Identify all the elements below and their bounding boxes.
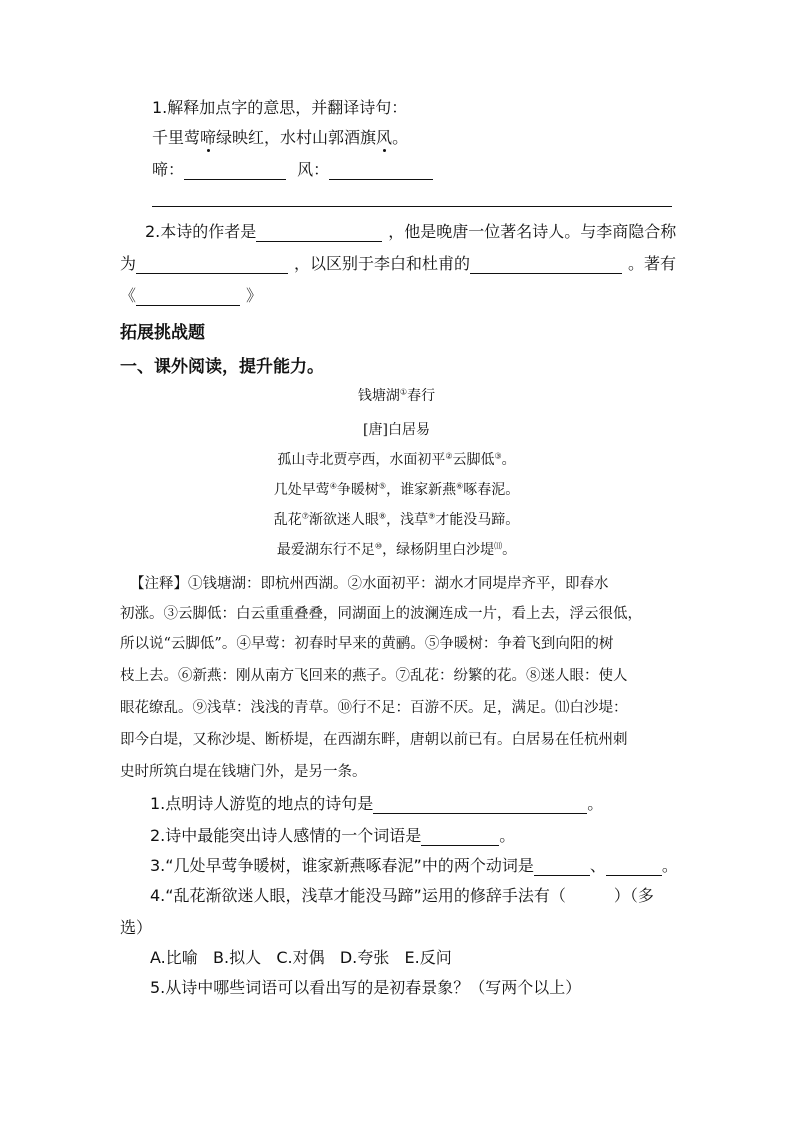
- note-ref: ⑩: [374, 541, 383, 551]
- notes-line-5: 眼花缭乱。⑨浅草：浅浅的青草。⑩行不足：百游不厌。足，满足。⑾白沙堤：: [120, 700, 628, 716]
- section-subtitle: 一、课外阅读，提升能力。: [120, 357, 324, 377]
- poem-text: 争暖树: [336, 482, 379, 498]
- poem-text: ，谁家新燕: [386, 482, 457, 498]
- q2-text-2: ，他是晚唐一位著名诗人。与李商隐合称: [388, 222, 677, 241]
- notes-line-1: 【注释】①钱塘湖：即杭州西湖。②水面初平：湖水才同堤岸齐平，即春水: [130, 576, 609, 592]
- note-ref: ⑨: [428, 511, 436, 521]
- question-3-end: 。: [661, 856, 678, 875]
- poem-text: 啄春泥。: [463, 482, 520, 498]
- notes-line-7: 史时所筑白堤在钱塘门外，是另一条。: [120, 764, 367, 780]
- q1-verse: [152, 128, 408, 148]
- question-3: [150, 856, 678, 876]
- label-feng: 风：: [297, 160, 330, 179]
- question-2-text: 2.诗中最能突出诗人感情的一个词语是: [150, 826, 422, 845]
- verse-text-c: 。: [392, 128, 409, 147]
- note-ref: ③: [494, 451, 502, 461]
- note-ref: ⑥: [456, 481, 464, 491]
- question-4-cont: 选）: [120, 918, 153, 937]
- poem-line-2: [0, 480, 793, 500]
- answer-blank-author[interactable]: [256, 223, 382, 242]
- q2-text-6: 《: [120, 286, 137, 305]
- notes-line-2: 初涨。③云脚低：白云重重叠叠，同湖面上的波澜连成一片，看上去，浮云很低，: [120, 606, 642, 622]
- label-ti: 啼：: [152, 160, 185, 179]
- poem-text: 孤山寺北贾亭西，水面初平: [277, 452, 446, 468]
- question-4: [150, 886, 654, 906]
- dotted-char-feng: 风: [376, 128, 393, 147]
- q2-text-1: 2.本诗的作者是: [145, 222, 257, 241]
- q2-text-4: ，以区别于李白和杜甫的: [294, 254, 471, 273]
- dotted-char-ti: 啼: [200, 128, 217, 147]
- answer-blank-alias2[interactable]: [470, 255, 622, 274]
- answer-blank-feng[interactable]: [329, 161, 433, 180]
- poem-line-4: [0, 540, 793, 560]
- answer-blank-q3b[interactable]: [606, 857, 662, 876]
- poem-text: ，绿杨阴里白沙堤: [382, 542, 495, 558]
- poem-line-3: [0, 510, 793, 530]
- question-2: [150, 826, 515, 846]
- notes-line-6: 即今白堤，又称沙堤、断桥堤，在西湖东畔，唐朝以前已有。白居易在任杭州刺: [120, 732, 628, 748]
- verse-text-a: 千里莺: [152, 128, 201, 147]
- q2-text-7: 》: [246, 286, 263, 305]
- poem-text: 云脚低: [452, 452, 495, 468]
- question-4-tail: ）（多: [613, 886, 654, 905]
- note-ref: ⑦: [301, 511, 309, 521]
- poem-text: 几处早莺: [273, 482, 330, 498]
- q2-line1: [145, 222, 676, 242]
- section-title: 拓展挑战题: [120, 323, 205, 343]
- answer-blank-ti[interactable]: [184, 161, 286, 180]
- answer-blank-work[interactable]: [136, 287, 240, 306]
- poem-line-1: [0, 450, 793, 470]
- question-1-text: 1.点明诗人游览的地点的诗句是: [150, 794, 374, 813]
- q2-text-5: 。著有: [628, 254, 677, 273]
- poem-text: 。: [502, 542, 517, 558]
- notes-line-3: 所以说“云脚低”。④早莺：初春时早来的黄鹂。⑤争暖树：争着飞到向阳的树: [120, 636, 614, 652]
- poem-title-tail: 春行: [407, 388, 436, 404]
- answer-blank-q2[interactable]: [421, 827, 499, 846]
- q2-text-3: 为: [120, 254, 137, 273]
- question-5: 5.从诗中哪些词语可以看出写的是初春景象？（写两个以上）: [150, 978, 582, 997]
- poem-title: [0, 386, 793, 406]
- poem-text: 才能没马蹄。: [435, 512, 520, 528]
- answer-blank-q1[interactable]: [373, 795, 587, 814]
- question-4-text: 4.“乱花渐欲迷人眼，浅草才能没马蹄”运用的修辞手法有（: [150, 886, 566, 905]
- poem-title-text: 钱塘湖: [357, 388, 400, 404]
- verse-text-b: 绿映红，水村山郭酒旗: [216, 128, 377, 147]
- note-ref: ⑧: [378, 511, 387, 521]
- note-ref: ⑤: [378, 481, 387, 491]
- poem-text: ，浅草: [386, 512, 429, 528]
- q2-line2: [120, 254, 676, 274]
- poem-text: 最爱湖东行不足: [276, 542, 375, 558]
- question-4-options: A.比喻 B.拟人 C.对偶 D.夸张 E.反问: [150, 948, 452, 967]
- poem-author: [唐]白居易: [363, 422, 430, 438]
- poem-text: 。: [501, 452, 516, 468]
- q2-line3: [120, 286, 262, 306]
- note-ref: ②: [445, 451, 453, 461]
- poem-text: 渐欲迷人眼: [308, 512, 379, 528]
- answer-blank-q3a[interactable]: [534, 857, 590, 876]
- question-1-end: 。: [587, 794, 604, 813]
- question-1: [150, 794, 603, 814]
- question-2-end: 。: [499, 826, 516, 845]
- poem-text: 乱花: [273, 512, 302, 528]
- q1-answer-row: [152, 160, 433, 180]
- notes-line-4: 枝上去。⑥新燕：刚从南方飞回来的燕子。⑦乱花：纷繁的花。⑧迷人眼：使人: [120, 668, 628, 684]
- answer-line-translation[interactable]: [152, 206, 672, 207]
- question-3-text: 3.“几处早莺争暖树，谁家新燕啄春泥”中的两个动词是: [150, 856, 534, 875]
- note-ref: ⑾: [494, 541, 503, 551]
- answer-blank-alias[interactable]: [136, 255, 288, 274]
- note-ref: ④: [329, 481, 337, 491]
- question-3-sep: 、: [589, 856, 606, 875]
- q1-prompt: 1.解释加点字的意思，并翻译诗句：: [152, 98, 408, 117]
- note-ref: ①: [399, 387, 408, 397]
